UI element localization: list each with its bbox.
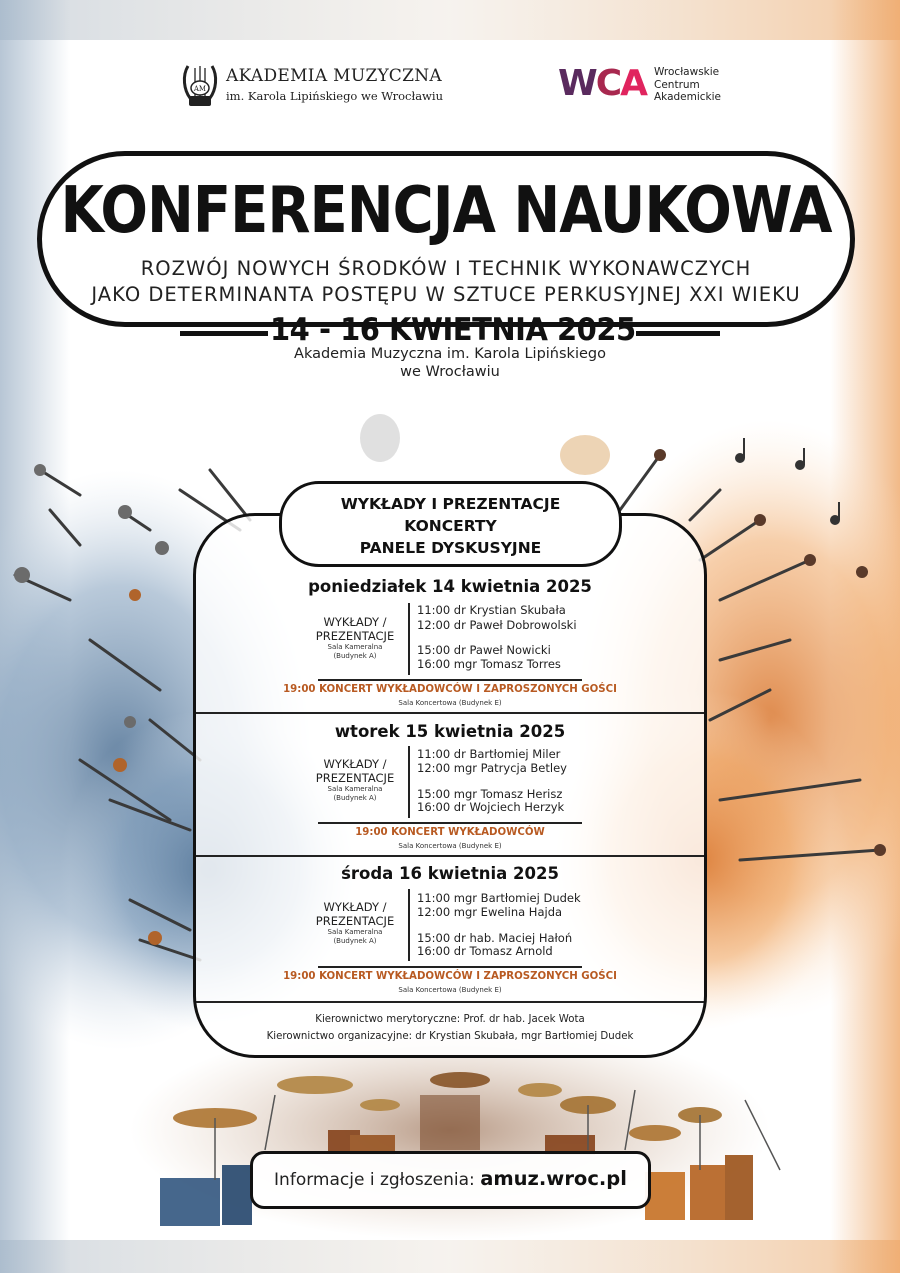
event-type: PANELE DYSKUSYJNE (359, 539, 542, 557)
session-label-line: PREZENTACJE (315, 914, 395, 928)
divider (318, 966, 582, 968)
room-line: Sala Kameralna (327, 643, 383, 651)
session-label-line: PREZENTACJE (315, 629, 395, 643)
wca-name (654, 66, 721, 104)
day-title: wtorek 15 kwietnia 2025 (334, 722, 566, 741)
talk-item: 16:00 mgr Tomasz Torres (417, 657, 561, 671)
talk-item: 11:00 dr Bartłomiej Miler (417, 747, 561, 761)
concert-title: 19:00 KONCERT WYKŁADOWCÓW I ZAPROSZONYCH GOŚCI (283, 971, 617, 982)
wca-line: Centrum (654, 78, 700, 91)
room-label (295, 928, 415, 946)
divider (196, 1001, 704, 1003)
talk-item: 12:00 mgr Patrycja Betley (417, 761, 567, 775)
divider (408, 889, 410, 961)
room-line: Sala Kameralna (327, 928, 383, 936)
page-title: KONFERENCJA NAUKOWA (60, 173, 832, 248)
website-link[interactable]: amuz.wroc.pl (480, 1167, 627, 1190)
subtitle-line: ROZWÓJ NOWYCH ŚRODKÓW I TECHNIK WYKONAWCZYCH (140, 257, 752, 280)
wca-letters: WCA (558, 63, 647, 104)
concert-title: 19:00 KONCERT WYKŁADOWCÓW (355, 827, 545, 838)
room-label (295, 643, 415, 661)
divider (196, 855, 704, 857)
title-panel (37, 151, 855, 327)
day-title: środa 16 kwietnia 2025 (341, 864, 559, 883)
divider (196, 712, 704, 714)
info-label: Informacje i zgłoszenia: (274, 1170, 481, 1190)
svg-text:AM: AM (193, 85, 207, 93)
concert-title: 19:00 KONCERT WYKŁADOWCÓW I ZAPROSZONYCH GOŚCI (283, 684, 617, 695)
subtitle-line: JAKO DETERMINANTA POSTĘPU W SZTUCE PERKUSYJNEJ XXI WIEKU (91, 283, 801, 306)
room-line: Sala Kameralna (327, 785, 383, 793)
divider (318, 822, 582, 824)
venue-line: Akademia Muzyczna im. Karola Lipińskiego (294, 346, 606, 362)
talk-item: 16:00 dr Wojciech Herzyk (417, 800, 565, 814)
amuz-logo[interactable] (180, 60, 443, 110)
divider (318, 679, 582, 681)
talk-item: 11:00 dr Krystian Skubała (417, 603, 566, 617)
concert-hall: Sala Koncertowa (Budynek E) (398, 986, 502, 994)
session-label (295, 900, 415, 928)
venue-line: we Wrocławiu (400, 364, 500, 380)
concert-hall: Sala Koncertowa (Budynek E) (398, 699, 502, 707)
session-label-line: PREZENTACJE (315, 771, 395, 785)
room-line: (Budynek A) (333, 652, 377, 660)
session-label (295, 615, 415, 643)
room-line: (Budynek A) (333, 794, 377, 802)
amuz-name: AKADEMIA MUZYCZNA (226, 66, 442, 86)
info-box (250, 1151, 651, 1209)
talk-item: 12:00 dr Paweł Dobrowolski (417, 618, 577, 632)
divider (636, 331, 720, 336)
talk-item: 15:00 mgr Tomasz Herisz (417, 787, 563, 801)
room-label (295, 785, 415, 803)
event-types-panel (279, 481, 622, 567)
talk-item: 15:00 dr hab. Maciej Hałoń (417, 931, 573, 945)
date-range: 14 - 16 KWIETNIA 2025 (270, 310, 636, 348)
divider (408, 603, 410, 675)
wca-line: Akademickie (654, 91, 722, 103)
event-type: KONCERTY (404, 517, 497, 535)
wca-line: Wrocławskie (654, 66, 720, 78)
event-type: WYKŁADY I PREZENTACJE (340, 495, 561, 513)
session-label-line: WYKŁADY / (323, 900, 387, 914)
session-label-line: WYKŁADY / (323, 757, 387, 771)
divider (180, 331, 268, 336)
talk-item: 15:00 dr Paweł Nowicki (417, 643, 551, 657)
session-label-line: WYKŁADY / (323, 615, 387, 629)
credit-line: Kierownictwo organizacyjne: dr Krystian Skubała, mgr Bartłomiej Dudek (266, 1031, 634, 1042)
talk-item: 16:00 dr Tomasz Arnold (417, 944, 553, 958)
day-title: poniedziałek 14 kwietnia 2025 (308, 577, 592, 596)
divider (408, 746, 410, 818)
room-line: (Budynek A) (333, 937, 377, 945)
session-label (295, 757, 415, 785)
amuz-subname: im. Karola Lipińskiego we Wrocławiu (226, 89, 443, 103)
lyre-icon (180, 60, 220, 110)
credit-line: Kierownictwo merytoryczne: Prof. dr hab. Jacek Wota (315, 1014, 585, 1025)
talk-item: 12:00 mgr Ewelina Hajda (417, 905, 563, 919)
wca-logo[interactable] (558, 64, 748, 108)
talk-item: 11:00 mgr Bartłomiej Dudek (417, 891, 581, 905)
concert-hall: Sala Koncertowa (Budynek E) (398, 842, 502, 850)
